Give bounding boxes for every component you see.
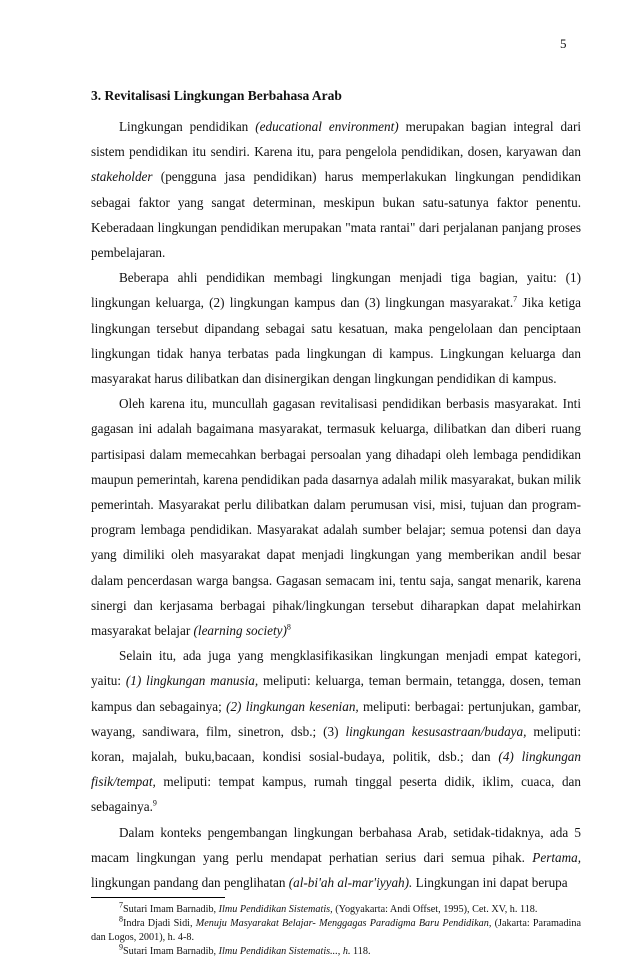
footnote-publication: 118.	[350, 946, 371, 958]
italic-term: lingkungan kesusastraan/budaya,	[345, 723, 527, 739]
text-run: meliputi: koran, majalah, buku,bacaan, kondisi sosial-budaya, politik, dsb.; dan	[91, 723, 581, 765]
footnote-ref: 7	[513, 295, 518, 305]
footnote-title: Ilmu Pendidikan Sistematis..., h.	[218, 946, 351, 958]
text-run: meliputi: keluarga, teman bermain, tetangga, dosen, teman kampus dan sebagainya;	[91, 673, 581, 714]
italic-term: (4) lingkungan fisik/tempat,	[91, 749, 581, 790]
text-run: (pengguna jasa pendidikan) harus memperlakukan lingkungan pendidikan sebagai faktor yang sangat determinan, meskipun bukan satu-satunya faktor penentu. Keberadaan lingkungan pendidikan merupakan "mata rantai" dari perjalanan panjang proses pembelajaran.	[91, 169, 581, 261]
footnote-author: Sutari Imam Barnadib,	[123, 946, 219, 958]
italic-term: stakeholder	[91, 169, 153, 185]
footnote-author: Indra Djadi Sidi,	[123, 918, 196, 930]
text-run: Selain itu, ada juga yang mengklasifikasikan lingkungan menjadi empat kategori, yaitu:	[91, 648, 581, 689]
footnote-number: 9	[119, 942, 123, 952]
section-heading: 3. Revitalisasi Lingkungan Berbahasa Arab	[91, 88, 342, 103]
footnote-9	[91, 942, 581, 959]
text-run: Oleh karena itu, muncullah gagasan revitalisasi pendidikan berbasis masyarakat. Inti gagasan ini adalah bagaimana masyarakat, termasuk keluarga, dilibatkan dan diberi ruang partisipasi dalam memecahkan berbagai persoalan yang dihadapi oleh lembaga pendidikan maupun pemerintah, karena pendidikan pada dasarnya adalah milik masyarakat, bukan milik pemerintah. Masyarakat perlu dilibatkan dalam perumusan visi, misi, tujuan dan program-program lembaga pendidikan. Masyarakat adalah sumber belajar; semua potensi dan daya yang dimiliki oleh masyarakat dapat menjadi lingkungan yang memberikan andil besar dalam pencerdasan warga bangsa. Gagasan semacam ini, tentu saja, sangat menarik, karena sinergi dan kerjasama berbagai pihak/lingkungan tersebut diharapkan dapat melahirkan masyarakat belajar	[91, 396, 581, 639]
footnote-ref: 8	[286, 622, 291, 632]
paragraph-2	[91, 265, 581, 391]
italic-term: Pertama,	[532, 849, 581, 865]
text-run: Jika ketiga lingkungan tersebut dipandang sebagai satu kesatuan, maka pengelolaan dan penciptaan lingkungan tidak hanya terbatas pada lingkungan di kampus. Lingkungan keluarga dan masyarakat harus dilibatkan dan disinergikan dengan lingkungan pendidikan di kampus.	[91, 295, 581, 387]
footnote-number: 8	[119, 914, 123, 924]
italic-term: (educational environment)	[255, 119, 399, 134]
text-run: meliputi: tempat kampus, rumah tinggal peserta didik, iklim, cuaca, dan sebagainya.	[91, 774, 581, 815]
text-run: Beberapa ahli pendidikan membagi lingkungan menjadi tiga bagian, yaitu: (1) lingkungan keluarga, (2) lingkungan kampus dan (3) lingkungan masyarakat.	[91, 270, 581, 311]
footnote-ref: 9	[152, 799, 157, 809]
footnote-number: 7	[119, 900, 123, 910]
footnote-publication: (Jakarta: Paramadina dan Logos, 2001), h. 4-8.	[91, 918, 581, 944]
footnote-author: Sutari Imam Barnadib,	[123, 904, 219, 916]
text-run: lingkungan pandang dan penglihatan	[91, 875, 289, 891]
text-run: Lingkungan ini dapat berupa	[412, 875, 568, 891]
footnote-title: Ilmu Pendidikan Sistematis,	[218, 904, 333, 916]
footnote-title: Menuju Masyarakat Belajar- Menggagas Paradigma Baru Pendidikan,	[195, 918, 492, 930]
footnote-publication: (Yogyakarta: Andi Offset, 1995), Cet. XV, h. 118.	[332, 904, 538, 916]
italic-term: (al-bi'ah al-mar'iyyah).	[288, 875, 413, 891]
paragraph-1	[91, 114, 581, 265]
paragraph-3	[91, 391, 581, 643]
footnotes	[91, 900, 581, 959]
paragraph-4	[91, 643, 581, 819]
italic-term: (2) lingkungan kesenian,	[226, 698, 359, 714]
text-run: meliputi: berbagai: pertunjukan, gambar, wayang, sandiwara, film, sinetron, dsb.; (3)	[91, 698, 581, 739]
footnote-divider	[91, 897, 225, 898]
text-run: Lingkungan pendidikan	[119, 119, 256, 134]
footnote-7	[91, 900, 581, 917]
paragraph-5	[91, 820, 581, 896]
footnote-8	[91, 914, 581, 945]
document-body	[91, 88, 581, 959]
text-run: merupakan bagian integral dari sistem pendidikan itu sendiri. Karena itu, para pengelola pendidikan, dosen, karyawan dan	[91, 119, 581, 160]
text-run: Dalam konteks pengembangan lingkungan berbahasa Arab, setidak-tidaknya, ada 5 macam lingkungan yang perlu mendapat perhatian serius dari semua pihak.	[91, 824, 581, 865]
italic-term: (1) lingkungan manusia,	[125, 673, 259, 689]
italic-term: (learning society)	[193, 623, 287, 639]
page-number: 5	[560, 36, 567, 51]
